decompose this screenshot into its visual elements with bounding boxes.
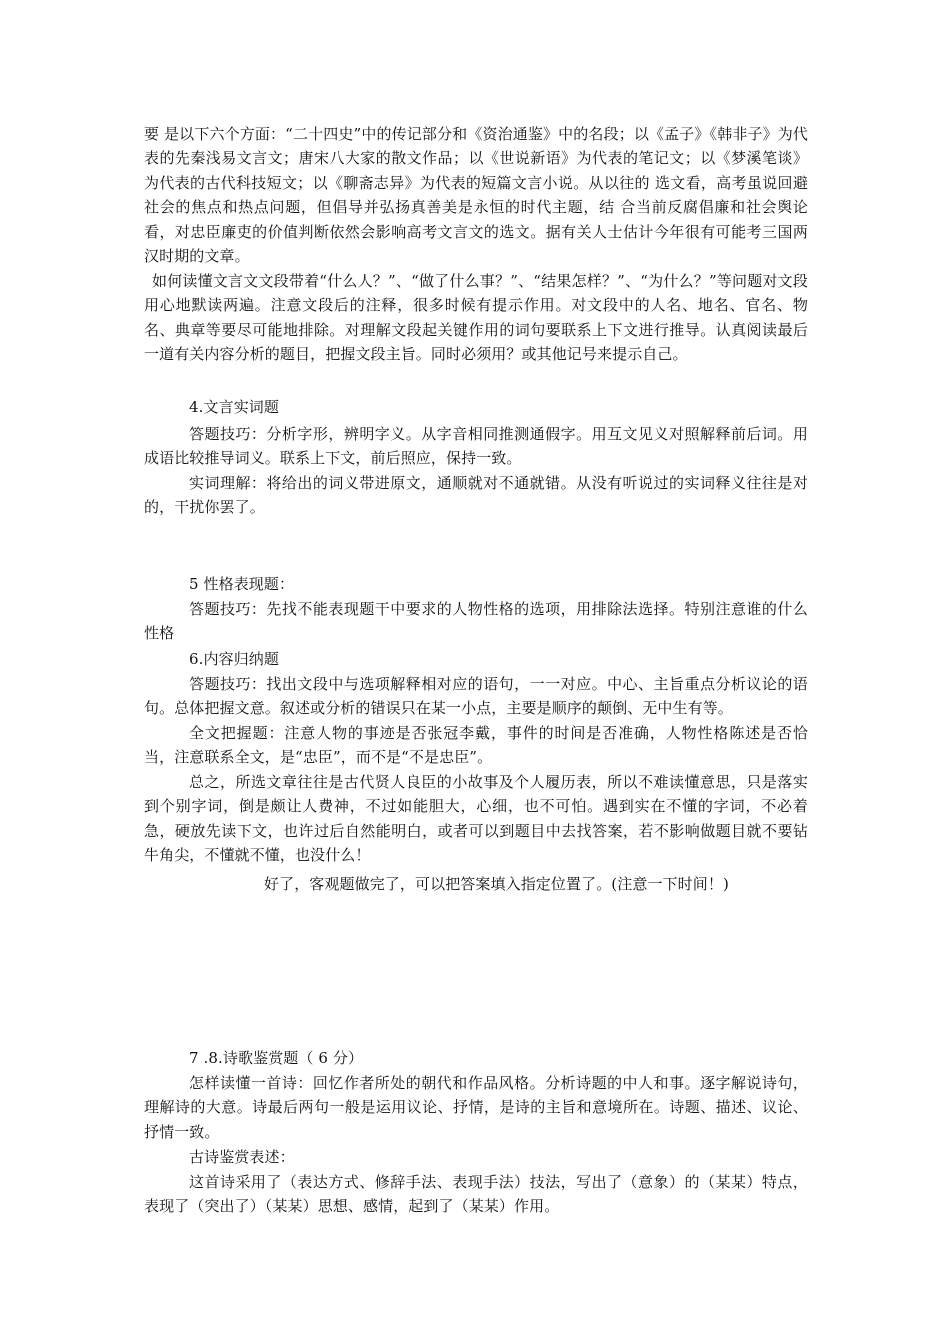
heading-content-words: 4.文言实词题 xyxy=(189,398,280,416)
paragraph-conclusion: 总之，所选文章往往是古代贤人良臣的小故事及个人履历表，所以不难读懂意思，只是落实到个别字词，倒是颇让人费神，不过如能胆大，心细，也不可怕。遇到实在不懂的字词，不必着急，硬放先读下文，也许过后自然能明白，或者可以到题目中去找答案，若不影响做题目就不要钻牛角尖，不懂就不懂，也没什么！ xyxy=(144,773,808,865)
paragraph-full-text-grasp: 全文把握题：注意人物的事迹是否张冠李戴，事件的时间是否准确，人物性格陈述是否恰当，注意联系全文，是“忠臣”，而不是“不是忠臣”。 xyxy=(144,724,808,767)
heading-content-summary: 6.内容归纳题 xyxy=(189,650,280,668)
heading-poetry-appreciation: 7 .8.诗歌鉴赏题（ 6 分） xyxy=(189,1049,364,1067)
paragraph-how-to-read-poem: 怎样读懂一首诗：回忆作者所处的朝代和作品风格。分析诗题的中人和事。逐字解说诗句，理解诗的大意。诗最后两句一般是运用议论、抒情，是诗的主旨和意境所在。诗题、描述、议论、抒情一致。 xyxy=(144,1074,808,1141)
paragraph-text-selection: 要 是以下六个方面：“二十四史”中的传记部分和《资治通鉴》中的名段；以《孟子》《韩非子》为代表的先秦浅易文言文；唐宋八大家的散文作品；以《世说新语》为代表的笔记文；以《梦溪笔谈》为代表的古代科技短文；以《聊斋志异》为代表的短篇文言小说。从以往的 选文看，高考虽说回避社会的焦点和热点问题，但倡导并弘扬真善美是永恒的时代主题，结 合当前反腐倡廉和社会舆论看，对忠臣廉吏的价值判断依然会影响高考文言文的选文。据有关人士估计今年很有可能考三国两汉时期的文章。 xyxy=(144,125,808,266)
heading-poetry-expression: 古诗鉴赏表述： xyxy=(189,1148,295,1166)
paragraph-content-words-understanding: 实词理解：将给出的词义带进原文，通顺就对不通就错。从没有听说过的实词释义往往是对的，干扰你罢了。 xyxy=(144,474,808,517)
paragraph-content-summary-tips: 答题技巧：找出文段中与选项解释相对应的语句，一一对应。中心、主旨重点分析议论的语句。总体把握文意。叙述或分析的错误只在某一小点，主要是顺序的颠倒、无中生有等。 xyxy=(144,675,808,718)
paragraph-how-to-read: 如何读懂文言文文段带着“什么人？”、“做了什么事？”、“结果怎样？”、“为什么？”等问题对文段用心地默读两遍。注意文段后的注释，很多时候有提示作用。对文段中的人名、地名、官名、物名、典章等要尽可能地排除。对理解文段起关键作用的词句要联系上下文进行推导。认真阅读最后一道有关内容分析的题目，把握文段主旨。同时必须用？或其他记号来提示自己。 xyxy=(144,272,808,364)
paragraph-content-words-tips: 答题技巧：分析字形，辨明字义。从字音相同推测通假字。用互文见义对照解释前后词。用成语比较推导词义。联系上下文，前后照应，保持一致。 xyxy=(144,425,808,468)
heading-character-traits: 5 性格表现题： xyxy=(189,575,295,593)
paragraph-character-traits-tips: 答题技巧：先找不能表现题干中要求的人物性格的选项，用排除法选择。特别注意谁的什么性格 xyxy=(144,600,808,643)
paragraph-objective-done: 好了，客观题做完了，可以把答案填入指定位置了。(注意一下时间！) xyxy=(264,875,729,893)
paragraph-poetry-template: 这首诗采用了（表达方式、修辞手法、表现手法）技法，写出了（意象）的（某某）特点，表现了（突出了）（某某）思想、感情，起到了（某某）作用。 xyxy=(144,1173,808,1216)
